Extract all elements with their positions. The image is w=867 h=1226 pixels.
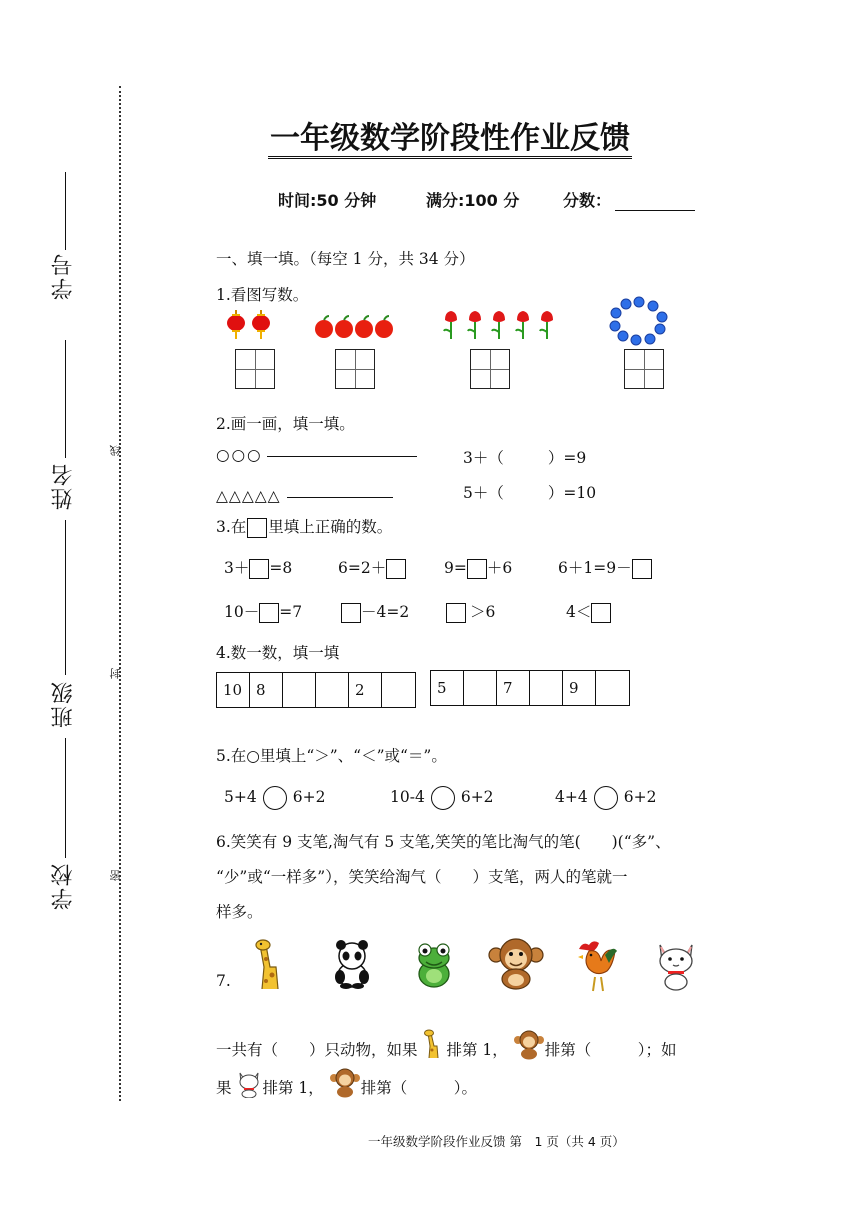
cat-icon <box>654 937 698 991</box>
time-limit: 时间:50 分钟 <box>278 191 377 210</box>
school-blank <box>65 738 66 858</box>
dot-icon <box>634 297 644 307</box>
class-label: 班级 <box>51 680 76 728</box>
q2-label: 2.画一画，填一填。 <box>216 415 355 433</box>
class-blank <box>65 520 66 675</box>
student-id-label: 学号 <box>51 252 76 300</box>
q3-item-1: 3＋ =8 <box>224 559 293 577</box>
lantern-icon <box>227 310 245 339</box>
dot-ring-group <box>607 296 671 346</box>
q3-item-5: 10－ =7 <box>224 603 303 621</box>
flower-group <box>441 310 559 340</box>
dot-icon <box>657 312 667 322</box>
q7-line-1: 一共有（ ）只动物，如果 排第 1， 排第（ ）；如 <box>216 1028 676 1060</box>
q2-eq1: 3＋（ ）=9 <box>463 449 587 467</box>
rooster-icon <box>575 937 619 993</box>
apple-group <box>314 314 398 340</box>
q4-cell[interactable] <box>283 673 316 707</box>
q3-item-4: 6＋1=9－ <box>558 556 652 579</box>
flower-icon <box>516 311 529 339</box>
q3-item-8: 4＜ <box>566 600 611 623</box>
q2-circles: ○○○ <box>216 446 417 464</box>
dot-icon <box>648 301 658 311</box>
q5-item-1: 5+4 6+2 <box>224 786 325 810</box>
seal-line-char: 线 <box>109 445 122 456</box>
q4-sequence-2 <box>430 670 630 706</box>
giraffe-icon <box>422 1028 446 1060</box>
q4-label: 4.数一数，填一填 <box>216 644 340 662</box>
q3-box[interactable] <box>386 559 406 579</box>
q2-draw-line-2[interactable] <box>287 497 393 498</box>
q5-compare-circle[interactable] <box>263 786 287 810</box>
q4-cell: 7 <box>497 671 530 705</box>
q5-compare-circle[interactable] <box>594 786 618 810</box>
panda-icon <box>330 939 374 989</box>
page-title: 一年级数学阶段性作业反馈 <box>0 113 867 157</box>
q5-label: 5.在○里填上“＞”、“＜”或“＝”。 <box>216 747 447 765</box>
q4-cell: 5 <box>431 671 464 705</box>
flower-icon <box>468 311 481 339</box>
monkey-icon <box>488 937 544 991</box>
q3-box[interactable] <box>591 603 611 623</box>
section-heading: 一、填一填。（每空 1 分，共 34 分） <box>216 250 475 268</box>
dot-icon <box>645 334 655 344</box>
q7-label: 7. <box>216 972 231 990</box>
q4-cell[interactable] <box>316 673 349 707</box>
flower-icon <box>444 311 457 339</box>
q3-box[interactable] <box>467 559 487 579</box>
q2-triangles: △△△△△ <box>216 487 393 505</box>
q3-box[interactable] <box>632 559 652 579</box>
seal-seal-char: 封 <box>109 668 122 679</box>
q3-box[interactable] <box>249 559 269 579</box>
score-field: 分数： <box>563 188 695 211</box>
binding-dotted-line <box>119 86 121 1101</box>
flower-icon <box>492 311 505 339</box>
q6-line-3: 样多。 <box>216 903 263 921</box>
dot-icon <box>631 335 641 345</box>
answer-box-flowers[interactable] <box>470 349 510 389</box>
q6-line-2: “少”或“一样多”），笑笑给淘气（ ）支笔，两人的笔就一 <box>216 868 628 886</box>
q6-line-1: 6.笑笑有 9 支笔,淘气有 5 支笔,笑笑的笔比淘气的笔( )(“多”、 <box>216 833 671 851</box>
flower-icon <box>540 311 553 339</box>
q2-draw-line-1[interactable] <box>267 456 417 457</box>
dot-icon <box>610 321 620 331</box>
q4-cell: 2 <box>349 673 382 707</box>
q3-item-6: －4=2 <box>341 600 409 623</box>
apple-icon <box>355 316 373 338</box>
apple-icon <box>335 316 353 338</box>
q4-sequence-1 <box>216 672 416 708</box>
monkey-icon <box>513 1030 545 1060</box>
student-id-blank <box>65 172 66 250</box>
cat-icon <box>236 1068 262 1098</box>
q4-cell: 9 <box>563 671 596 705</box>
q4-cell[interactable] <box>530 671 563 705</box>
q3-box[interactable] <box>259 603 279 623</box>
seal-secret-char: 密 <box>109 870 122 881</box>
name-blank <box>65 340 66 458</box>
answer-box-lanterns[interactable] <box>235 349 275 389</box>
q5-item-2: 10-4 6+2 <box>390 786 494 810</box>
dot-icon <box>618 331 628 341</box>
apple-icon <box>375 316 393 338</box>
q2-eq2: 5＋（ ）=10 <box>463 484 597 502</box>
school-label: 学校 <box>51 862 76 910</box>
full-score: 满分:100 分 <box>426 191 520 210</box>
name-label: 姓名 <box>51 462 76 510</box>
q3-item-7: ＞6 <box>446 600 495 623</box>
q1-label: 1.看图写数。 <box>216 286 309 304</box>
q3-item-3: 9= ＋6 <box>444 559 513 577</box>
q3-box[interactable] <box>341 603 361 623</box>
q3-label-box <box>247 518 267 538</box>
q4-cell[interactable] <box>596 671 629 705</box>
giraffe-icon <box>250 937 290 993</box>
q7-line-2: 果 排第 1， 排第（ ）。 <box>216 1068 477 1098</box>
q3-label: 3.在 里填上正确的数。 <box>216 518 393 536</box>
answer-box-dots[interactable] <box>624 349 664 389</box>
q5-item-3: 4+4 6+2 <box>555 786 656 810</box>
apple-icon <box>315 316 333 338</box>
q5-compare-circle[interactable] <box>431 786 455 810</box>
dot-icon <box>611 308 621 318</box>
lantern-icon <box>252 310 270 339</box>
dot-icon <box>621 299 631 309</box>
q4-cell[interactable] <box>382 673 415 707</box>
frog-icon <box>412 940 456 990</box>
score-blank[interactable] <box>615 210 695 211</box>
lantern-group <box>224 310 274 340</box>
q4-cell: 8 <box>250 673 283 707</box>
answer-box-apples[interactable] <box>335 349 375 389</box>
page-footer: 一年级数学阶段作业反馈 第 1 页（共 4 页） <box>368 1134 625 1149</box>
q4-cell: 10 <box>217 673 250 707</box>
monkey-icon <box>329 1068 361 1098</box>
dot-icon <box>655 324 665 334</box>
q4-cell[interactable] <box>464 671 497 705</box>
q3-item-2: 6=2＋ <box>338 556 406 579</box>
q3-box[interactable] <box>446 603 466 623</box>
